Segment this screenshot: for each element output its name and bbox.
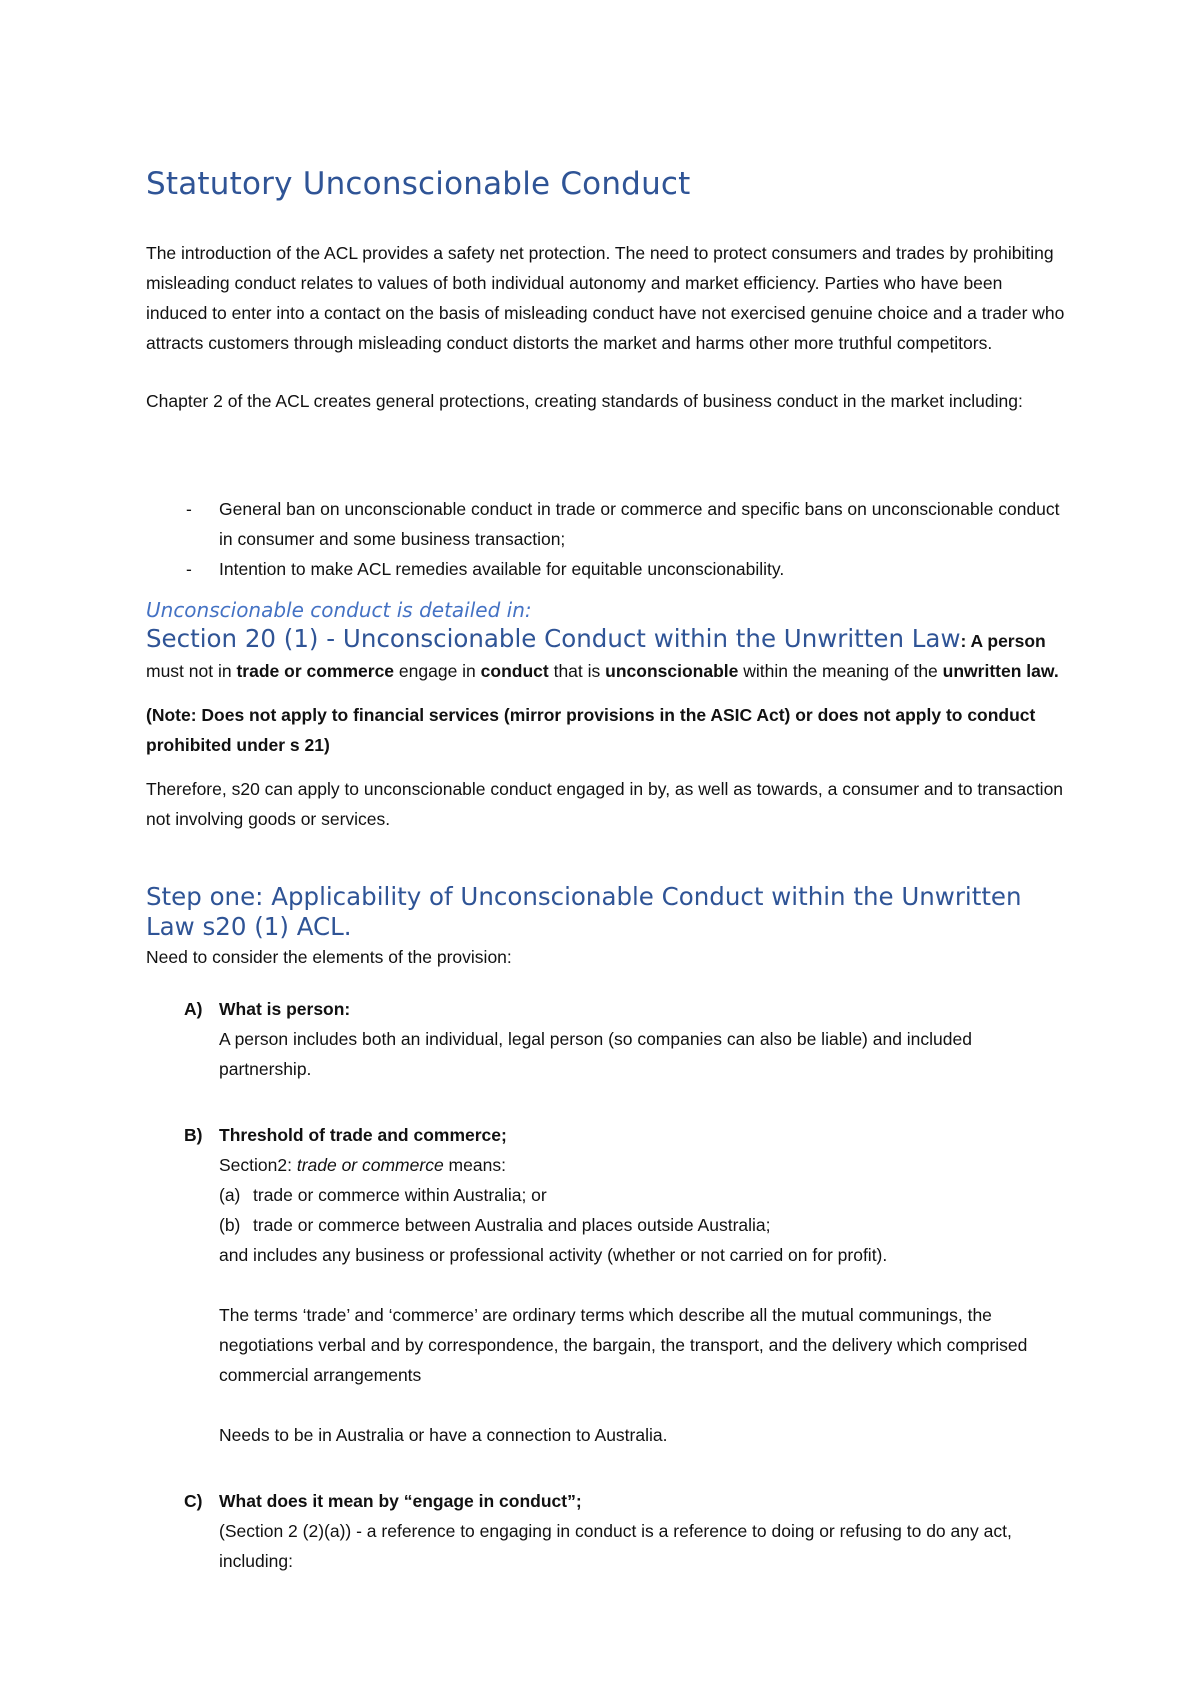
needs-text: Needs to be in Australia or have a connection to Australia. [219,1425,668,1445]
intro-text: The introduction of the ACL provides a safety net protection. The need to protect consumers and trades by prohibiting misleading conduct relates to values of both individual autonomy and market efficiency. Parties who have been induced to enter into a contact on the basis of misleading conduct have not exercised genuine choice and a trader who attracts customers through misleading conduct distorts the market and harms other more truthful competitors. [146,243,1065,353]
list-item [146,1486,1066,1576]
bold-text: conduct [480,661,549,681]
list-item-text: Intention to make ACL remedies available for equitable unconscionability. [219,559,785,579]
terms-text: The terms ‘trade’ and ‘commerce’ are ordinary terms which describe all the mutual communings, the negotiations verbal and by correspondence, the bargain, the transport, and the delivery which comprised commercial arrangements [219,1305,1028,1385]
step-one-block [146,882,1066,972]
list-item [146,554,1066,584]
text-run: that is [548,661,606,681]
sub-marker: (b) [219,1215,241,1235]
list-item [146,1120,1066,1450]
sub-text: trade or commerce between Australia and places outside Australia; [253,1215,771,1235]
chapter2-text: Chapter 2 of the ACL creates general protections, creating standards of business conduct in the market including: [146,391,1023,411]
list-marker: B) [184,1125,203,1145]
sub-item [219,1210,1066,1240]
text-run: engage in [394,661,481,681]
element-text: A person includes both an individual, legal person (so companies can also be liable) and included partnership. [219,1029,972,1079]
dash-marker: - [186,559,192,579]
text-run: must not in [146,661,237,681]
list-item [146,994,1066,1084]
bold-text: trade or commerce [236,661,395,681]
elements-list [146,994,1066,1576]
list-marker: C) [184,1491,203,1511]
element-text: (Section 2 (2)(a)) - a reference to engaging in conduct is a reference to doing or refusing to do any act, including: [219,1521,1012,1571]
italic-text: trade or commerce [296,1155,444,1175]
bold-text: unwritten law. [942,661,1059,681]
element-title: What does it mean by “engage in conduct”; [219,1491,582,1511]
element-title: Threshold of trade and commerce; [219,1125,507,1145]
text-run: within the meaning of the [738,661,943,681]
text-run: means: [443,1155,506,1175]
list-item [146,494,1066,554]
section20-block [146,624,1066,834]
text-run: Section2: [219,1155,297,1175]
definition-line [219,1150,1066,1180]
sub-marker: (a) [219,1185,241,1205]
sub-text: trade or commerce within Australia; or [253,1185,547,1205]
protections-list [146,494,1066,584]
page-title: Statutory Unconscionable Conduct [146,166,691,202]
bold-text: unconscionable [605,661,739,681]
chapter2-paragraph [146,386,1066,416]
list-item-text: General ban on unconscionable conduct in trade or commerce and specific bans on unconscionable conduct in consumer and some business transaction; [219,499,1060,549]
step-one-intro: Need to consider the elements of the provision: [146,947,512,967]
bold-text: A person [966,631,1046,651]
element-title: What is person: [219,999,351,1019]
section20-heading: Section 20 (1) - Unconscionable Conduct within the Unwritten Law [146,624,961,653]
heading-colon: : [960,631,967,651]
dash-marker: - [186,499,192,519]
intro-paragraph [146,238,1066,358]
sub-item [219,1180,1066,1210]
detailed-in-subheading: Unconscionable conduct is detailed in: [146,598,532,622]
step-one-heading: Step one: Applicability of Unconscionable Conduct within the Unwritten Law s20 (1) ACL. [146,882,1022,941]
note-text: (Note: Does not apply to financial services (mirror provisions in the ASIC Act) or does not apply to conduct prohibited under s 21) [146,705,1036,755]
list-marker: A) [184,999,203,1019]
includes-text: and includes any business or professional activity (whether or not carried on for profit). [219,1245,888,1265]
therefore-text: Therefore, s20 can apply to unconscionable conduct engaged in by, as well as towards, a consumer and to transaction not involving goods or services. [146,779,1064,829]
